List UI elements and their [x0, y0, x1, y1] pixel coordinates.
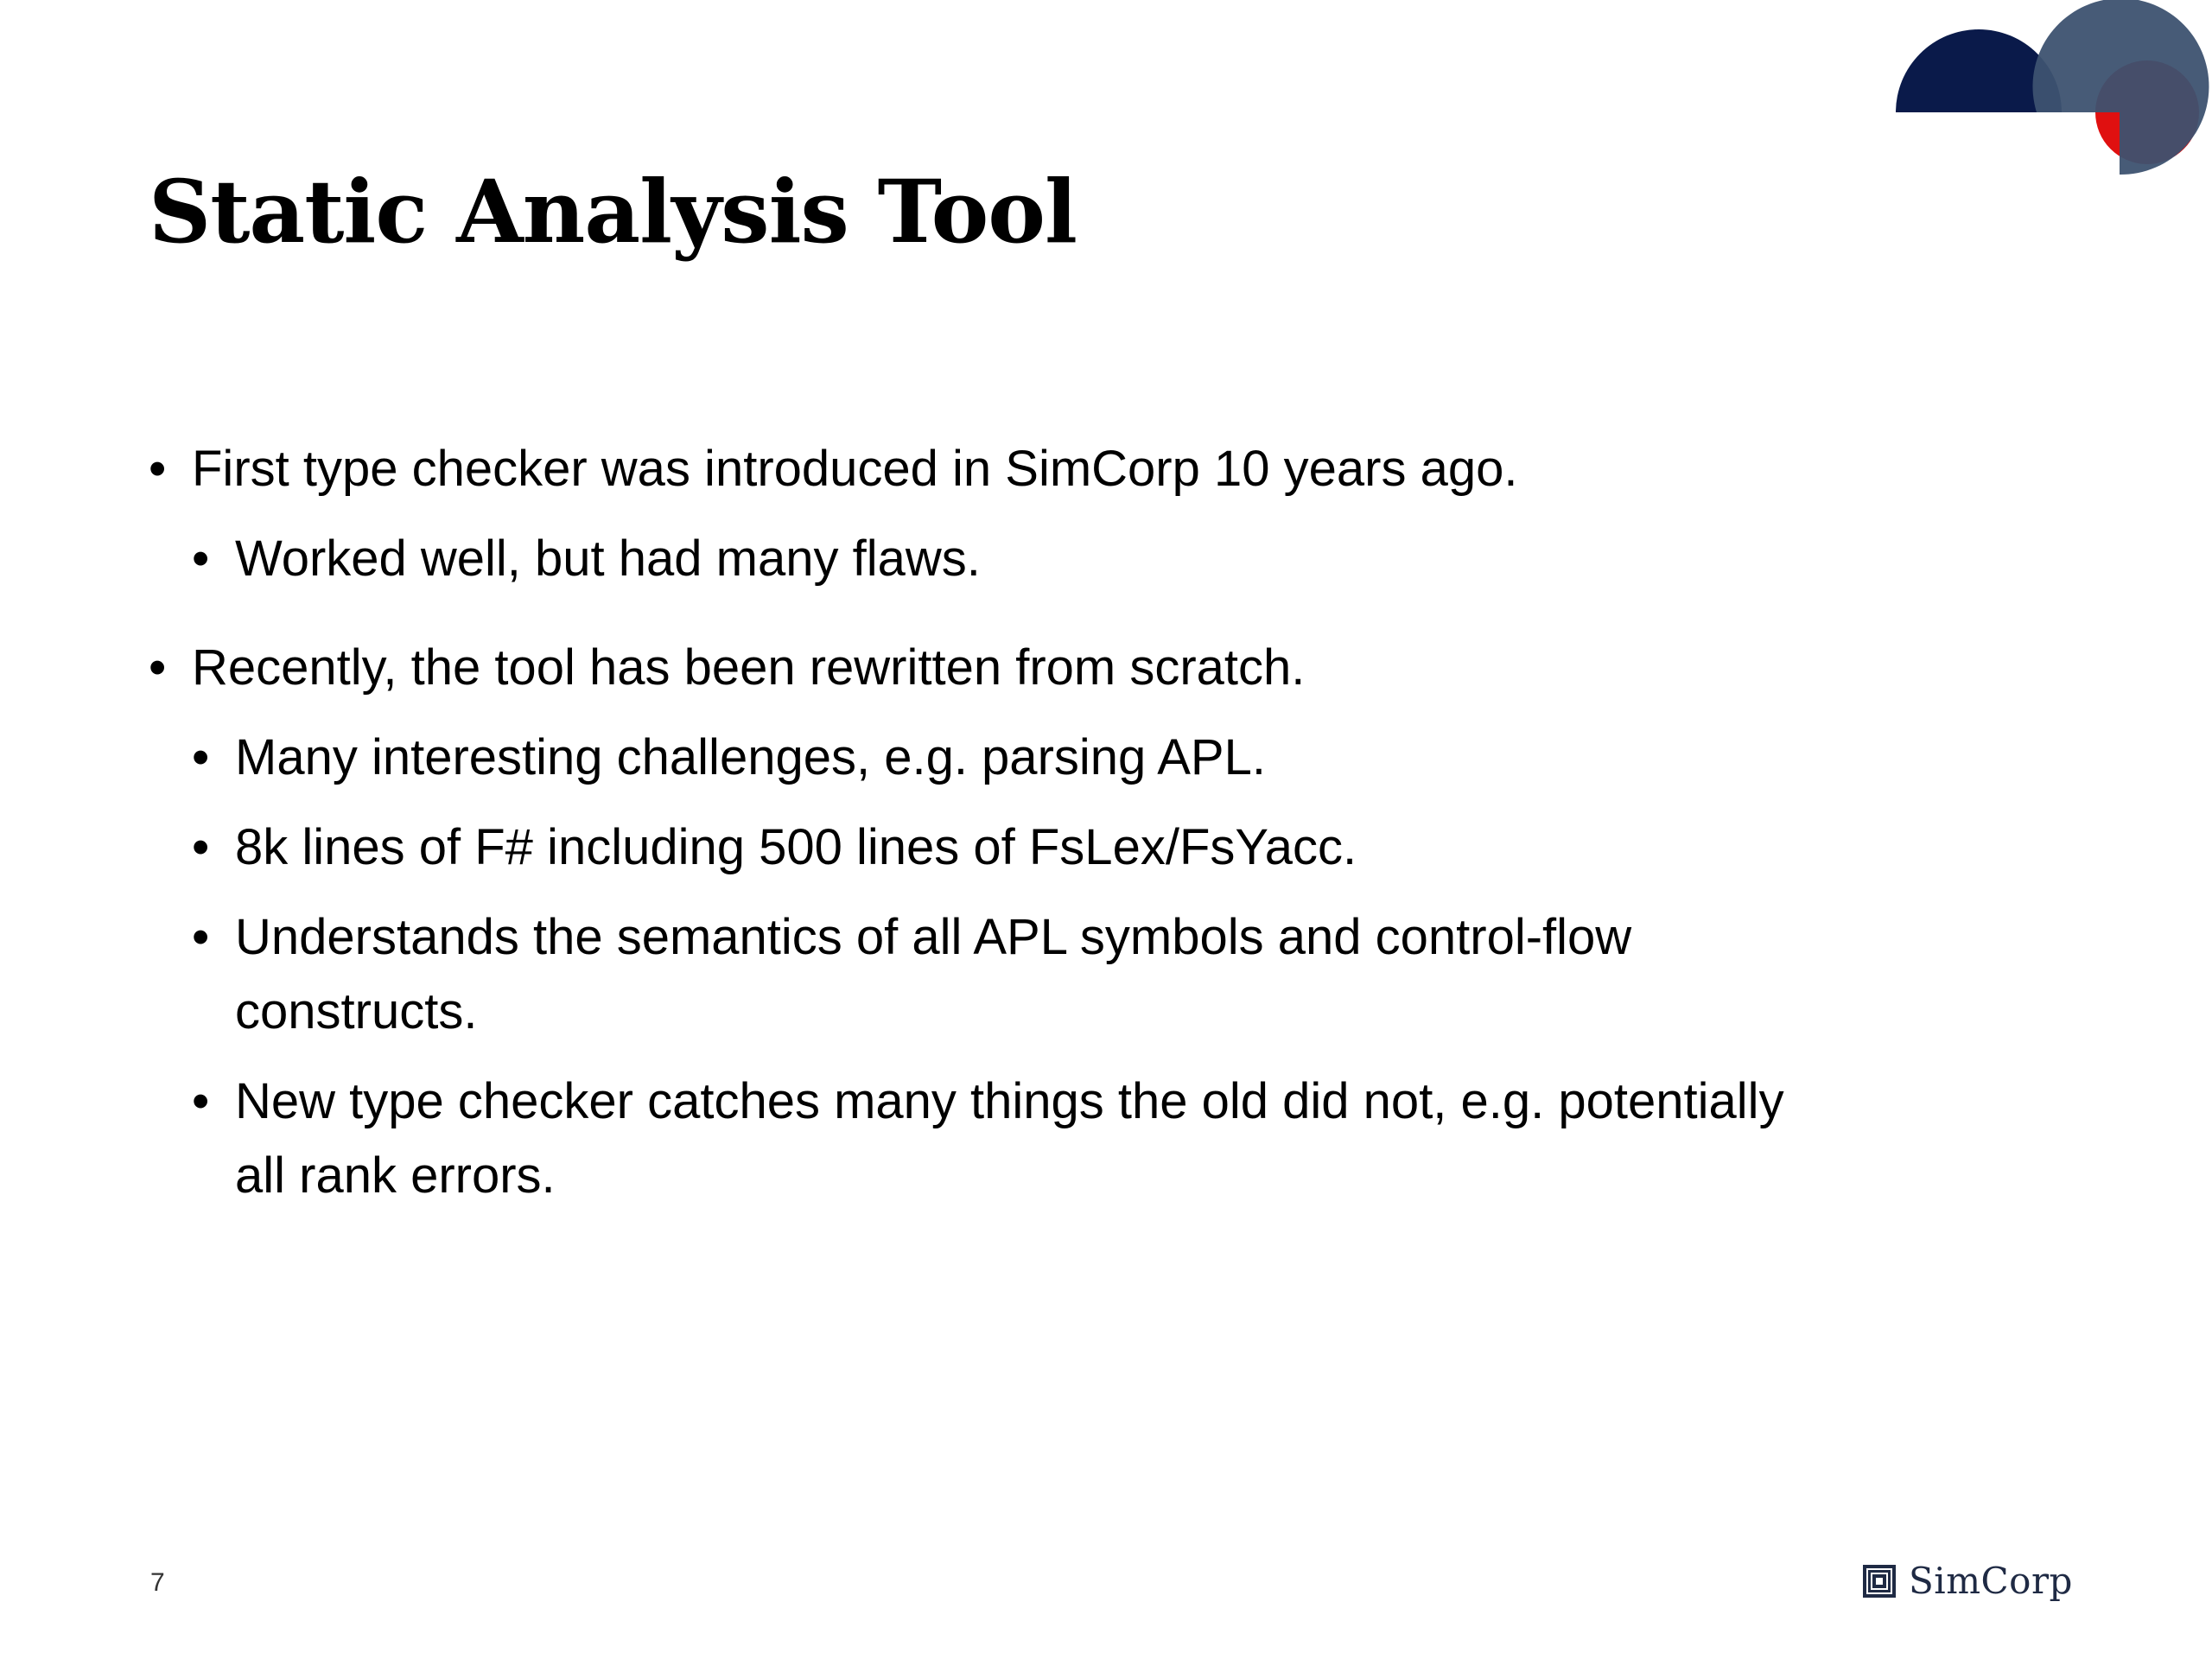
slide-title: Static Analysis Tool	[149, 161, 1077, 263]
bullet-item: • Recently, the tool has been rewritten from scratch.	[149, 631, 1790, 705]
decorative-circles-icon	[1866, 0, 2212, 242]
brand-logo	[1862, 1560, 2073, 1602]
bullet-item: • First type checker was introduced in SimCorp 10 years ago.	[149, 432, 1790, 506]
sub-bullet-item: • Understands the semantics of all APL symbols and control-flow constructs.	[149, 900, 1790, 1049]
page-number: 7	[150, 1568, 165, 1597]
sub-bullet-item: • New type checker catches many things the old did not, e.g. potentially all rank errors.	[149, 1065, 1790, 1213]
sub-bullet-item: • Worked well, but had many flaws.	[149, 522, 1790, 596]
simcorp-square-icon	[1862, 1564, 1897, 1599]
sub-bullet-item: • 8k lines of F# including 500 lines of FsLex/FsYacc.	[149, 810, 1790, 885]
bullet-list	[149, 432, 1790, 1213]
brand-name: SimCorp	[1909, 1560, 2073, 1602]
sub-bullet-item: • Many interesting challenges, e.g. parsing APL.	[149, 721, 1790, 795]
